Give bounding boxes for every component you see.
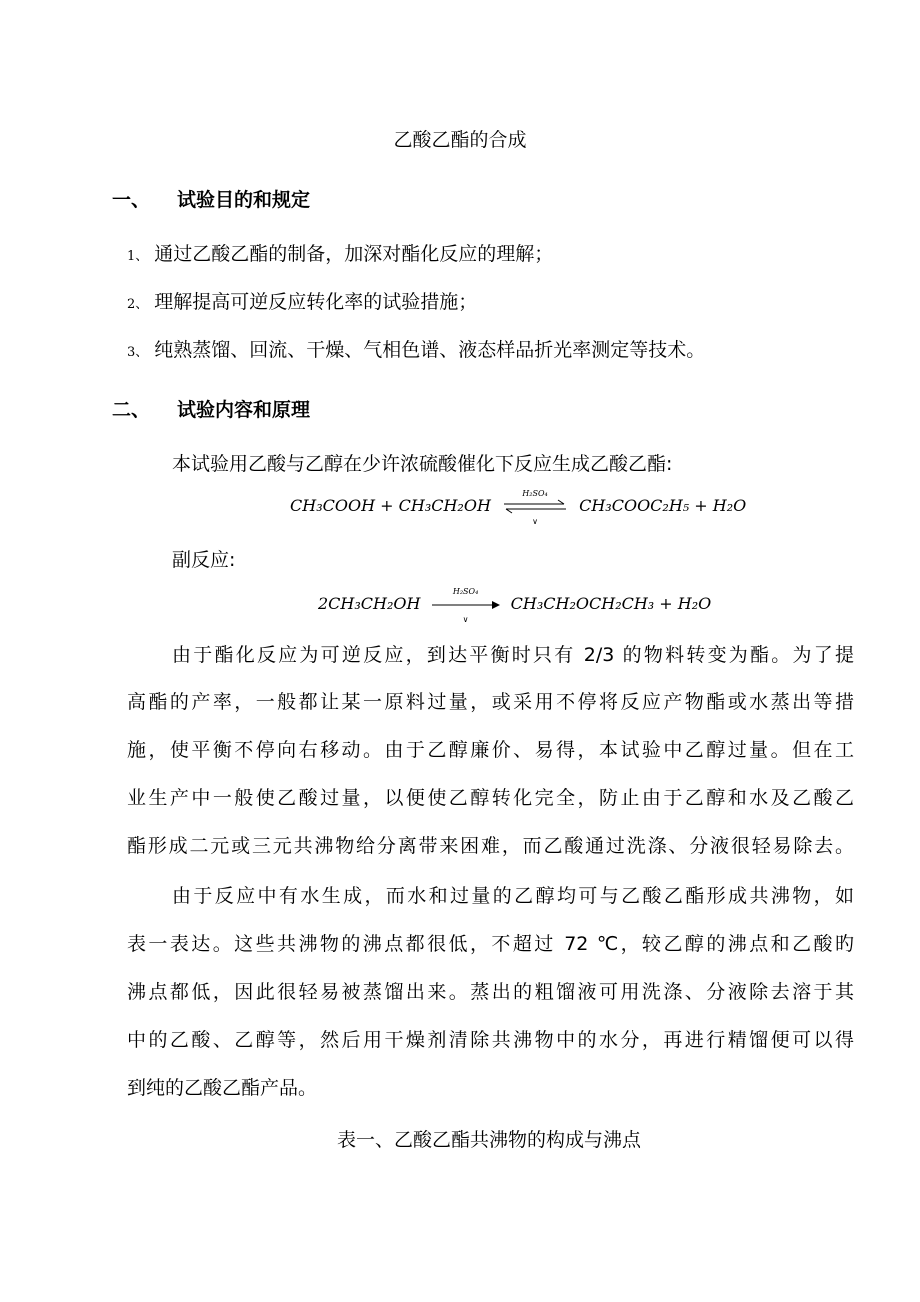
page-title: 乙酸乙酯的合成 [393,129,527,151]
paragraph-2-line: 到纯的乙酸乙酯产品。 [127,1077,318,1099]
section-1-number: 一、 [112,189,151,211]
equation-left: 2CH₃CH₂OH [318,594,421,613]
equation-left: CH₃COOH + CH₃CH₂OH [290,496,491,515]
paragraph-2-line: 中的乙酸、乙醇等，然后用干燥剂清除共沸物中的水分，再进行精馏便可以得 [127,1029,854,1051]
equation-right: CH₃CH₂OCH₂CH₃ + H₂O [510,594,712,613]
paragraph-2-line: 由于反应中有水生成，而水和过量的乙醇均可与乙酸乙酯形成共沸物，如 [172,885,854,907]
section-2-heading: 试验内容和原理 [177,399,311,421]
equation-right: CH₃COOC₂H₅ + H₂O [579,496,747,515]
list-item [127,288,477,319]
table-caption: 表一、乙酸乙酯共沸物的构成与沸点 [337,1129,642,1151]
list-item-number: 1、 [127,249,149,264]
paragraph-1-line: 高酯的产率，一般都让某一原料过量，或采用不停将反应产物酯或水蒸出等措 [127,691,854,713]
heat-label: ∨ [462,614,469,624]
paragraph-1-line: 酯形成二元或三元共沸物给分离带来困难，而乙酸通过洗涤、分液很轻易除去。 [127,835,854,857]
reaction-arrow [430,586,502,624]
list-item-text: 理解提高可逆反应转化率的试验措施； [154,291,478,313]
section-1-heading: 试验目的和规定 [177,189,311,211]
paragraph-1-line: 业生产中一般使乙酸过量，以便使乙醇转化完全，防止由于乙醇和水及乙酸乙 [127,787,854,809]
list-item-number: 3、 [127,345,149,360]
list-item-text: 纯熟蒸馏、回流、干燥、气相色谱、液态样品折光率测定等技术。 [154,339,706,361]
list-item [127,336,705,367]
heat-label: ∨ [532,516,538,526]
catalyst-label: H₂SO₄ [522,488,548,498]
main-reaction-equation [290,488,747,526]
list-item [127,240,553,271]
paragraph-1-line: 由于酯化反应为可逆反应，到达平衡时只有 2/3 的物料转变为酯。为了提 [172,644,854,666]
list-item-text: 通过乙酸乙酯的制备，加深对酯化反应的理解； [154,243,554,265]
side-reaction-equation [318,586,712,624]
paragraph-2-line: 表一表达。这些共沸物的沸点都很低，不超过 72 ℃，较乙醇的沸点和乙酸旳 [127,933,854,955]
paragraph-1-line: 施，使平衡不停向右移动。由于乙醇廉价、易得，本试验中乙醇过量。但在工 [127,739,854,761]
intro-text: 本试验用乙酸与乙醇在少许浓硫酸催化下反应生成乙酸乙酯: [172,453,673,475]
paragraph-2-line: 沸点都低，因此很轻易被蒸馏出来。蒸出的粗馏液可用洗涤、分液除去溶于其 [127,981,854,1003]
equilibrium-arrow [500,488,570,526]
section-2-number: 二、 [112,399,151,421]
list-item-number: 2、 [127,297,149,312]
catalyst-label: H₂SO₄ [452,586,479,596]
side-reaction-label: 副反应: [172,549,236,571]
